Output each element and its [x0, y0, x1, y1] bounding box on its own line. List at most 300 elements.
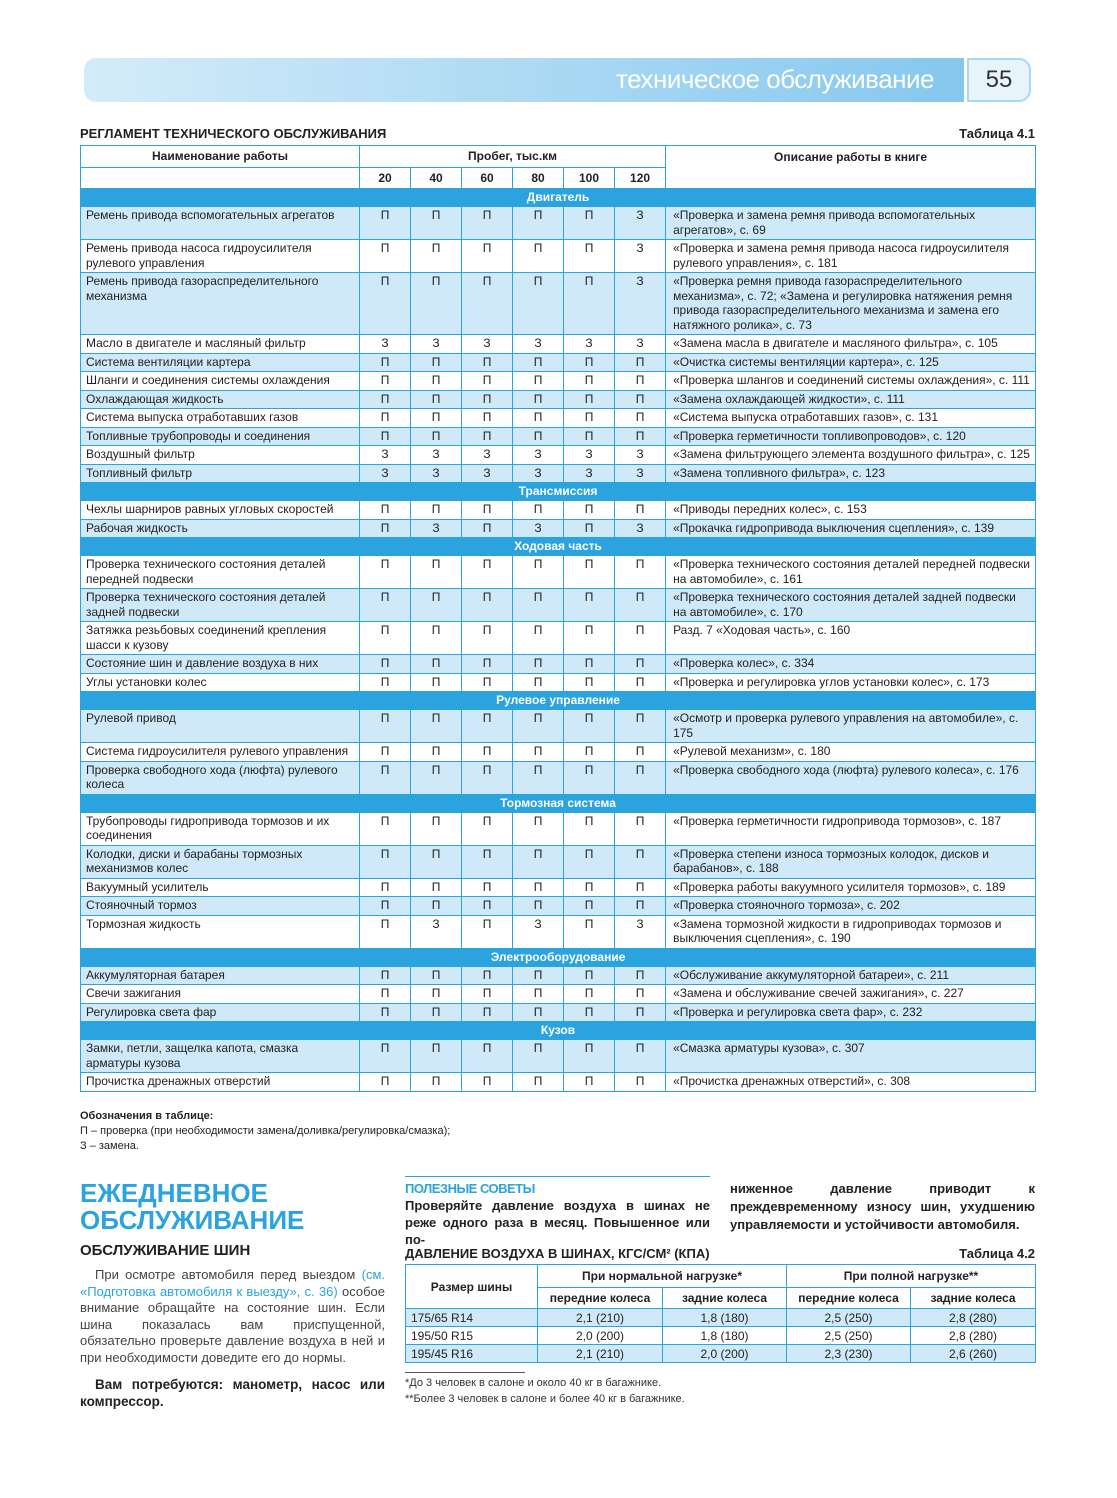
- mileage-value: П: [462, 353, 513, 372]
- mileage-value: П: [360, 1040, 411, 1073]
- pressure-value: 2,1 (210): [538, 1345, 663, 1363]
- mileage-value: З: [615, 207, 666, 240]
- table-row: [81, 446, 1036, 465]
- mileage-value: П: [513, 372, 564, 391]
- main-table-caption: [80, 126, 1035, 141]
- mileage-value: З: [360, 446, 411, 465]
- mileage-value: П: [411, 1003, 462, 1022]
- mileage-value: П: [462, 409, 513, 428]
- mileage-value: П: [462, 1040, 513, 1073]
- work-name: Колодки, диски и барабаны тормозных механизмов колес: [81, 845, 360, 878]
- mileage-value: З: [513, 915, 564, 948]
- mileage-value: П: [411, 1040, 462, 1073]
- mileage-value: П: [360, 207, 411, 240]
- col-work-blank: [81, 168, 360, 189]
- work-description: «Проверка стояночного тормоза», с. 202: [666, 897, 1036, 916]
- mileage-value: П: [360, 985, 411, 1004]
- mileage-value: П: [513, 589, 564, 622]
- mileage-value: П: [564, 622, 615, 655]
- work-description: «Система выпуска отработавших газов», с. 131: [666, 409, 1036, 428]
- tire-size: 195/45 R16: [406, 1345, 538, 1363]
- mileage-value: П: [411, 556, 462, 589]
- mileage-value: П: [513, 240, 564, 273]
- daily-heading-line2: ОБСЛУЖИВАНИЕ: [80, 1205, 305, 1235]
- mileage-value: П: [411, 710, 462, 743]
- mileage-value: П: [564, 273, 615, 335]
- mileage-col-header: 60: [462, 168, 513, 189]
- work-name: Прочистка дренажных отверстий: [81, 1073, 360, 1092]
- table-row: [81, 372, 1036, 391]
- mileage-value: П: [360, 427, 411, 446]
- mileage-value: П: [615, 409, 666, 428]
- mileage-value: П: [462, 655, 513, 674]
- mileage-value: З: [615, 273, 666, 335]
- work-description: «Проверка работы вакуумного усилителя тормозов», с. 189: [666, 878, 1036, 897]
- legend-line-check: П – проверка (при необходимости замена/доливка/регулировка/смазка);: [80, 1125, 451, 1137]
- mileage-value: П: [513, 878, 564, 897]
- mileage-value: З: [513, 464, 564, 483]
- work-name: Рабочая жидкость: [81, 519, 360, 538]
- mileage-value: П: [513, 812, 564, 845]
- tips-text-right: ниженное давление приводит к преждевременному износу шин, ухудшению управляемости и устойчивости автомобиля.: [730, 1181, 1035, 1232]
- body-text-start: При осмотре автомобиля перед выездом: [95, 1267, 362, 1282]
- mileage-value: П: [462, 878, 513, 897]
- table-row: [81, 335, 1036, 354]
- mileage-value: П: [564, 845, 615, 878]
- page-number: 55: [967, 58, 1031, 102]
- mileage-value: П: [513, 743, 564, 762]
- table-row: [81, 985, 1036, 1004]
- work-description: «Проверка колес», с. 334: [666, 655, 1036, 674]
- section-title: Рулевое управление: [81, 692, 1036, 710]
- mileage-value: П: [615, 353, 666, 372]
- mileage-value: П: [411, 761, 462, 794]
- mileage-value: З: [615, 519, 666, 538]
- mileage-value: П: [411, 897, 462, 916]
- table-row: [406, 1345, 1036, 1363]
- work-description: «Замена тормозной жидкости в гидроприводах тормозов и выключения сцепления», с. 190: [666, 915, 1036, 948]
- mileage-value: П: [513, 1073, 564, 1092]
- mileage-value: П: [615, 845, 666, 878]
- table-row: [81, 240, 1036, 273]
- work-description: «Обслуживание аккумуляторной батареи», с. 211: [666, 966, 1036, 985]
- work-description: «Проверка шлангов и соединений системы охлаждения», с. 111: [666, 372, 1036, 391]
- mileage-value: П: [462, 915, 513, 948]
- mileage-value: П: [615, 812, 666, 845]
- mileage-value: П: [513, 1040, 564, 1073]
- mileage-value: П: [564, 556, 615, 589]
- mileage-value: П: [462, 710, 513, 743]
- mileage-value: З: [462, 446, 513, 465]
- mileage-value: П: [564, 915, 615, 948]
- mileage-value: З: [615, 915, 666, 948]
- mileage-value: П: [564, 966, 615, 985]
- mileage-value: З: [615, 446, 666, 465]
- work-description: «Проверка и регулировка углов установки колес», с. 173: [666, 673, 1036, 692]
- work-name: Проверка технического состояния деталей передней подвески: [81, 556, 360, 589]
- pressure-value: 1,8 (180): [663, 1327, 787, 1345]
- body-text-end: особое внимание обращайте на состояние шин. Если шина показалась вам приспущенной, обязательно проверьте давление воздуха в ней и при необходимости доведите его до нормы.: [80, 1283, 385, 1365]
- mileage-value: П: [462, 743, 513, 762]
- table-row: [81, 915, 1036, 948]
- pressure-value: 2,5 (250): [787, 1309, 911, 1327]
- pressure-value: 1,8 (180): [663, 1309, 787, 1327]
- mileage-value: П: [462, 427, 513, 446]
- mileage-value: П: [462, 966, 513, 985]
- work-name: Ремень привода газораспределительного механизма: [81, 273, 360, 335]
- work-description: «Проверка технического состояния деталей передней подвески на автомобиле», с. 161: [666, 556, 1036, 589]
- mileage-value: П: [462, 390, 513, 409]
- mileage-value: П: [615, 761, 666, 794]
- mileage-value: П: [411, 273, 462, 335]
- work-description: «Проверка ремня привода газораспределительного механизма», с. 72; «Замена и регулировка натяжения ремня привода газораспределительного механизма и замена его натяжного ролика», с. 73: [666, 273, 1036, 335]
- work-description: «Замена и обслуживание свечей зажигания», с. 227: [666, 985, 1036, 1004]
- mileage-value: П: [564, 1073, 615, 1092]
- prep-link[interactable]: (см. «Подготовка автомобиля к выезду», с. 36): [80, 1267, 385, 1299]
- work-description: «Очистка системы вентиляции картера», с. 125: [666, 353, 1036, 372]
- mileage-value: П: [462, 273, 513, 335]
- section-title: Ходовая часть: [81, 538, 1036, 556]
- mileage-value: П: [564, 655, 615, 674]
- mileage-value: П: [360, 966, 411, 985]
- work-description: «Проверка степени износа тормозных колодок, дисков и барабанов», с. 188: [666, 845, 1036, 878]
- mileage-value: З: [360, 464, 411, 483]
- mileage-value: П: [615, 372, 666, 391]
- mileage-value: П: [513, 622, 564, 655]
- mileage-value: П: [411, 390, 462, 409]
- work-description: «Проверка и замена ремня привода насоса гидроусилителя рулевого управления», с. 181: [666, 240, 1036, 273]
- mileage-value: П: [615, 622, 666, 655]
- mileage-value: П: [360, 673, 411, 692]
- table-row: [406, 1327, 1036, 1345]
- mileage-value: П: [615, 655, 666, 674]
- mileage-value: П: [411, 207, 462, 240]
- table-row: [81, 1003, 1036, 1022]
- mileage-value: П: [564, 372, 615, 391]
- work-description: «Прокачка гидропривода выключения сцепления», с. 139: [666, 519, 1036, 538]
- pressure-value: 2,0 (200): [538, 1327, 663, 1345]
- mileage-value: З: [564, 335, 615, 354]
- tips-title: ПОЛЕЗНЫЕ СОВЕТЫ: [405, 1176, 710, 1196]
- mileage-value: П: [411, 985, 462, 1004]
- mileage-value: П: [564, 812, 615, 845]
- work-name: Углы установки колес: [81, 673, 360, 692]
- mileage-value: П: [462, 589, 513, 622]
- table-legend: [80, 1109, 450, 1154]
- maintenance-table: [80, 145, 1036, 1092]
- work-name: Ремень привода насоса гидроусилителя рулевого управления: [81, 240, 360, 273]
- table-row: [81, 519, 1036, 538]
- section-row: [81, 483, 1036, 501]
- table-row: [81, 1073, 1036, 1092]
- work-description: «Прочистка дренажных отверстий», с. 308: [666, 1073, 1036, 1092]
- mileage-value: З: [411, 446, 462, 465]
- mileage-value: З: [411, 335, 462, 354]
- work-name: Стояночный тормоз: [81, 897, 360, 916]
- mileage-value: З: [513, 519, 564, 538]
- mileage-value: П: [564, 427, 615, 446]
- mileage-value: П: [411, 427, 462, 446]
- full-load-header: При полной нагрузке**: [787, 1265, 1036, 1288]
- section-row: [81, 794, 1036, 812]
- table-row: [81, 353, 1036, 372]
- work-name: Трубопроводы гидропривода тормозов и их соединения: [81, 812, 360, 845]
- work-description: «Проверка и регулировка света фар», с. 232: [666, 1003, 1036, 1022]
- table-row: [81, 845, 1036, 878]
- table-row: [81, 1040, 1036, 1073]
- mileage-value: П: [513, 710, 564, 743]
- mileage-value: П: [513, 273, 564, 335]
- mileage-value: П: [411, 845, 462, 878]
- mileage-value: П: [564, 673, 615, 692]
- mileage-value: П: [411, 878, 462, 897]
- mileage-value: П: [411, 655, 462, 674]
- table-row: [81, 464, 1036, 483]
- mileage-value: П: [360, 915, 411, 948]
- tire-size: 195/50 R15: [406, 1327, 538, 1345]
- table-row: [81, 589, 1036, 622]
- col-mileage-header: Пробег, тыс.км: [360, 146, 666, 168]
- work-name: Топливный фильтр: [81, 464, 360, 483]
- main-table-label: Таблица 4.1: [959, 126, 1035, 141]
- mileage-value: П: [360, 845, 411, 878]
- mileage-value: П: [513, 501, 564, 520]
- section-row: [81, 1022, 1036, 1040]
- mileage-value: П: [360, 1003, 411, 1022]
- mileage-value: П: [513, 207, 564, 240]
- mileage-value: П: [564, 353, 615, 372]
- mileage-value: П: [564, 743, 615, 762]
- mileage-value: П: [411, 353, 462, 372]
- main-table-title: РЕГЛАМЕНТ ТЕХНИЧЕСКОГО ОБСЛУЖИВАНИЯ: [80, 126, 387, 141]
- work-description: «Замена фильтрующего элемента воздушного фильтра», с. 125: [666, 446, 1036, 465]
- mileage-value: З: [360, 335, 411, 354]
- mileage-value: П: [360, 897, 411, 916]
- tires-table-label: Таблица 4.2: [959, 1246, 1035, 1261]
- mileage-value: П: [462, 372, 513, 391]
- footnote-full: **Более 3 человек в салоне и более 40 кг в багажнике.: [405, 1393, 685, 1405]
- section-title: Тормозная система: [81, 794, 1036, 812]
- mileage-value: П: [513, 409, 564, 428]
- mileage-value: П: [615, 1003, 666, 1022]
- mileage-value: З: [411, 519, 462, 538]
- mileage-value: П: [411, 812, 462, 845]
- mileage-value: П: [513, 655, 564, 674]
- mileage-value: П: [462, 240, 513, 273]
- mileage-value: П: [513, 556, 564, 589]
- work-description: «Проверка свободного хода (люфта) рулевого колеса», с. 176: [666, 761, 1036, 794]
- tire-size-header: Размер шины: [406, 1265, 538, 1309]
- mileage-value: П: [564, 1040, 615, 1073]
- mileage-value: П: [360, 240, 411, 273]
- mileage-value: П: [564, 390, 615, 409]
- mileage-value: П: [462, 556, 513, 589]
- mileage-value: П: [513, 353, 564, 372]
- mileage-value: П: [615, 501, 666, 520]
- mileage-value: П: [615, 897, 666, 916]
- table-row: [81, 673, 1036, 692]
- work-description: «Замена топливного фильтра», с. 123: [666, 464, 1036, 483]
- section-row: [81, 538, 1036, 556]
- mileage-value: П: [564, 710, 615, 743]
- tire-size: 175/65 R14: [406, 1309, 538, 1327]
- table-row: [81, 655, 1036, 674]
- work-description: «Проверка технического состояния деталей задней подвески на автомобиле», с. 170: [666, 589, 1036, 622]
- mileage-value: П: [462, 761, 513, 794]
- mileage-value: З: [564, 464, 615, 483]
- mileage-value: П: [513, 1003, 564, 1022]
- work-name: Аккумуляторная батарея: [81, 966, 360, 985]
- work-name: Топливные трубопроводы и соединения: [81, 427, 360, 446]
- mileage-value: П: [360, 710, 411, 743]
- col-work-header: Наименование работы: [81, 146, 360, 168]
- header-title: техническое обслуживание: [616, 64, 934, 94]
- mileage-value: П: [513, 673, 564, 692]
- header-band: [84, 58, 964, 102]
- work-description: «Замена масла в двигателе и масляного фильтра», с. 105: [666, 335, 1036, 354]
- mileage-value: П: [615, 427, 666, 446]
- work-name: Масло в двигателе и масляный фильтр: [81, 335, 360, 354]
- table-row: [81, 390, 1036, 409]
- work-name: Свечи зажигания: [81, 985, 360, 1004]
- work-description: «Смазка арматуры кузова», с. 307: [666, 1040, 1036, 1073]
- mileage-value: П: [411, 501, 462, 520]
- mileage-value: П: [564, 207, 615, 240]
- mileage-value: П: [411, 409, 462, 428]
- mileage-value: П: [615, 1040, 666, 1073]
- mileage-value: П: [462, 1003, 513, 1022]
- table-row: [81, 622, 1036, 655]
- pressure-value: 2,8 (280): [911, 1309, 1036, 1327]
- mileage-value: П: [411, 589, 462, 622]
- tire-pressure-table: [405, 1264, 1036, 1363]
- tools-needed: Вам потребуются: манометр, насос или компрессор.: [80, 1377, 385, 1409]
- work-name: Система гидроусилителя рулевого управления: [81, 743, 360, 762]
- mileage-value: П: [360, 1073, 411, 1092]
- table-row: [81, 812, 1036, 845]
- mileage-value: З: [615, 240, 666, 273]
- mileage-value: П: [462, 519, 513, 538]
- mileage-value: П: [564, 761, 615, 794]
- full-rear-header: задние колеса: [911, 1288, 1036, 1309]
- mileage-value: П: [615, 985, 666, 1004]
- mileage-value: П: [360, 761, 411, 794]
- mileage-value: П: [564, 589, 615, 622]
- mileage-value: П: [462, 622, 513, 655]
- mileage-value: П: [564, 519, 615, 538]
- work-description: «Приводы передних колес», с. 153: [666, 501, 1036, 520]
- section-title: Кузов: [81, 1022, 1036, 1040]
- mileage-value: П: [564, 897, 615, 916]
- work-name: Замки, петли, защелка капота, смазка арматуры кузова: [81, 1040, 360, 1073]
- pressure-value: 2,1 (210): [538, 1309, 663, 1327]
- table-row: [81, 207, 1036, 240]
- mileage-value: З: [411, 464, 462, 483]
- mileage-value: П: [360, 878, 411, 897]
- section-row: [81, 692, 1036, 710]
- work-name: Чехлы шарниров равных угловых скоростей: [81, 501, 360, 520]
- work-name: Проверка технического состояния деталей задней подвески: [81, 589, 360, 622]
- mileage-value: П: [513, 897, 564, 916]
- pressure-value: 2,8 (280): [911, 1327, 1036, 1345]
- mileage-value: З: [615, 464, 666, 483]
- mileage-value: П: [564, 1003, 615, 1022]
- mileage-value: П: [360, 812, 411, 845]
- mileage-value: П: [513, 427, 564, 446]
- mileage-col-header: 40: [411, 168, 462, 189]
- mileage-value: П: [462, 845, 513, 878]
- tire-footnotes: [405, 1372, 685, 1407]
- tires-body-text: [80, 1267, 385, 1366]
- work-name: Проверка свободного хода (люфта) рулевого колеса: [81, 761, 360, 794]
- pressure-value: 2,0 (200): [663, 1345, 787, 1363]
- tires-table-caption: [405, 1246, 1035, 1261]
- mileage-value: П: [615, 673, 666, 692]
- work-description: «Проверка герметичности гидропривода тормозов», с. 187: [666, 812, 1036, 845]
- mileage-value: П: [462, 673, 513, 692]
- work-name: Регулировка света фар: [81, 1003, 360, 1022]
- mileage-col-header: 20: [360, 168, 411, 189]
- mileage-value: П: [513, 761, 564, 794]
- mileage-col-header: 120: [615, 168, 666, 189]
- full-front-header: передние колеса: [787, 1288, 911, 1309]
- mileage-value: П: [360, 390, 411, 409]
- mileage-value: П: [615, 966, 666, 985]
- normal-rear-header: задние колеса: [663, 1288, 787, 1309]
- legend-title: Обозначения в таблице:: [80, 1110, 214, 1122]
- table-row: [81, 897, 1036, 916]
- mileage-value: З: [411, 915, 462, 948]
- pressure-value: 2,3 (230): [787, 1345, 911, 1363]
- work-name: Шланги и соединения системы охлаждения: [81, 372, 360, 391]
- mileage-value: П: [360, 655, 411, 674]
- mileage-value: П: [360, 409, 411, 428]
- work-description: Разд. 7 «Ходовая часть», с. 160: [666, 622, 1036, 655]
- table-row: [81, 501, 1036, 520]
- mileage-value: З: [462, 464, 513, 483]
- mileage-value: П: [411, 622, 462, 655]
- table-row: [81, 427, 1036, 446]
- work-description: «Рулевой механизм», с. 180: [666, 743, 1036, 762]
- section-title: Трансмиссия: [81, 483, 1036, 501]
- work-name: Тормозная жидкость: [81, 915, 360, 948]
- table-row: [406, 1309, 1036, 1327]
- work-name: Система выпуска отработавших газов: [81, 409, 360, 428]
- mileage-value: П: [411, 743, 462, 762]
- mileage-value: П: [615, 743, 666, 762]
- mileage-value: П: [462, 501, 513, 520]
- mileage-value: П: [411, 372, 462, 391]
- mileage-value: П: [615, 589, 666, 622]
- work-name: Воздушный фильтр: [81, 446, 360, 465]
- mileage-value: П: [360, 622, 411, 655]
- mileage-value: П: [411, 966, 462, 985]
- mileage-value: П: [360, 501, 411, 520]
- mileage-value: П: [564, 240, 615, 273]
- mileage-value: П: [615, 556, 666, 589]
- normal-load-header: При нормальной нагрузке*: [538, 1265, 787, 1288]
- work-name: Затяжка резьбовых соединений крепления шасси к кузову: [81, 622, 360, 655]
- tips-text-left: Проверяйте давление воздуха в шинах не реже одного раза в месяц. Повышенное или по-: [405, 1198, 710, 1247]
- table-row: [81, 556, 1036, 589]
- mileage-value: П: [615, 390, 666, 409]
- mileage-value: П: [360, 556, 411, 589]
- mileage-value: З: [564, 446, 615, 465]
- work-description: «Замена охлаждающей жидкости», с. 111: [666, 390, 1036, 409]
- mileage-value: П: [564, 501, 615, 520]
- mileage-value: П: [360, 589, 411, 622]
- table-row: [81, 710, 1036, 743]
